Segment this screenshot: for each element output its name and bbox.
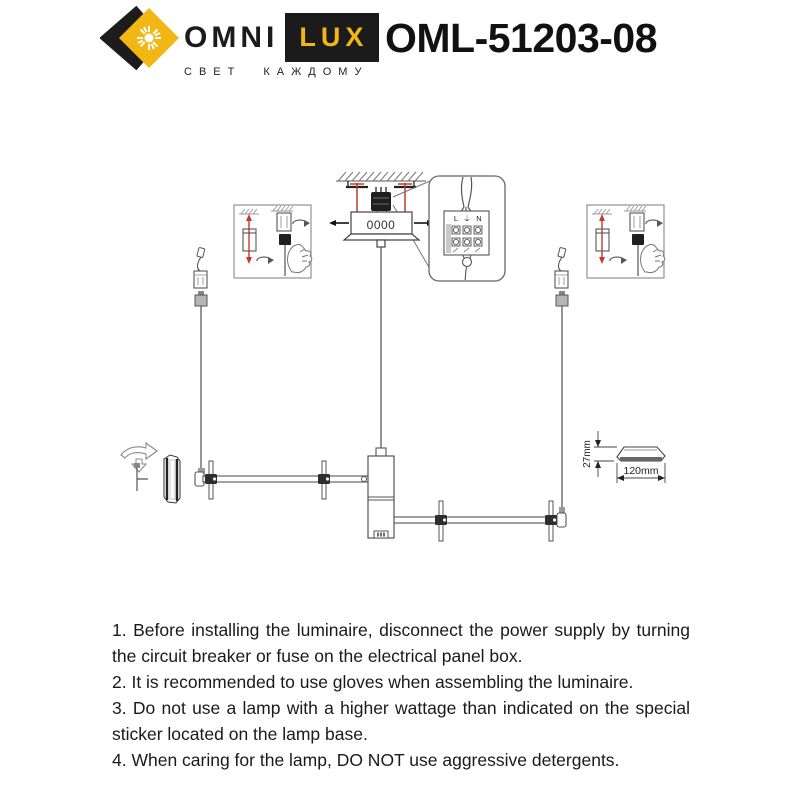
slide-arrow-icon bbox=[121, 443, 157, 459]
instruction-item: 3. Do not use a lamp with a higher wattage than indicated on the special sticker located on the lamp base. bbox=[112, 698, 690, 744]
body-foot bbox=[374, 531, 388, 538]
shade-profile bbox=[617, 447, 665, 461]
terminal-label-earth: ⏚ bbox=[463, 214, 471, 223]
assembly-instruction-box-right bbox=[587, 205, 665, 278]
brand-name: OMNI bbox=[184, 20, 279, 54]
dimension-height-label: 27mm bbox=[582, 440, 593, 468]
ceiling-hatch bbox=[336, 172, 426, 181]
terminal-label-line: L bbox=[453, 214, 459, 223]
arm-cable-nub-right bbox=[559, 507, 565, 513]
cable-connector-left bbox=[194, 247, 207, 306]
lower-arm bbox=[394, 517, 558, 523]
upper-arm bbox=[203, 476, 368, 482]
diffuser-shade bbox=[164, 455, 180, 503]
shade-detail bbox=[121, 443, 180, 503]
brand-tagline: СВЕТ КАЖДОМУ bbox=[184, 66, 369, 78]
terminal-detail-callout bbox=[429, 176, 505, 281]
lamp-element bbox=[435, 501, 447, 541]
terminal-side-strip bbox=[446, 224, 451, 253]
lux-badge: LUX bbox=[285, 13, 379, 62]
lamp-element bbox=[205, 461, 217, 499]
instruction-item: 1. Before installing the luminaire, disconnect the power supply by turning the circuit breaker or fuse on the electrical panel box. bbox=[112, 620, 690, 666]
model-number: OML-51203-08 bbox=[385, 15, 658, 61]
instruction-list bbox=[112, 617, 690, 773]
chandelier bbox=[195, 448, 566, 541]
dimension-width-label: 120mm bbox=[623, 465, 659, 477]
expand-arrow-left-icon bbox=[329, 220, 349, 226]
cable-connector-right bbox=[555, 247, 568, 306]
arm-end-cap-right bbox=[557, 513, 566, 527]
assembly-instruction-box-left bbox=[234, 205, 312, 278]
body-neck bbox=[376, 448, 386, 456]
lamp-element bbox=[318, 461, 330, 499]
instruction-item: 4. When caring for the lamp, DO NOT use aggressive detergents. bbox=[112, 750, 620, 770]
lamp-element bbox=[545, 501, 557, 541]
instruction-item: 2. It is recommended to use gloves when assembling the luminaire. bbox=[112, 672, 634, 692]
canopy-label: 0000 bbox=[366, 218, 396, 232]
terminal-label-neutral: N bbox=[476, 214, 482, 223]
dimension-detail bbox=[582, 431, 665, 483]
